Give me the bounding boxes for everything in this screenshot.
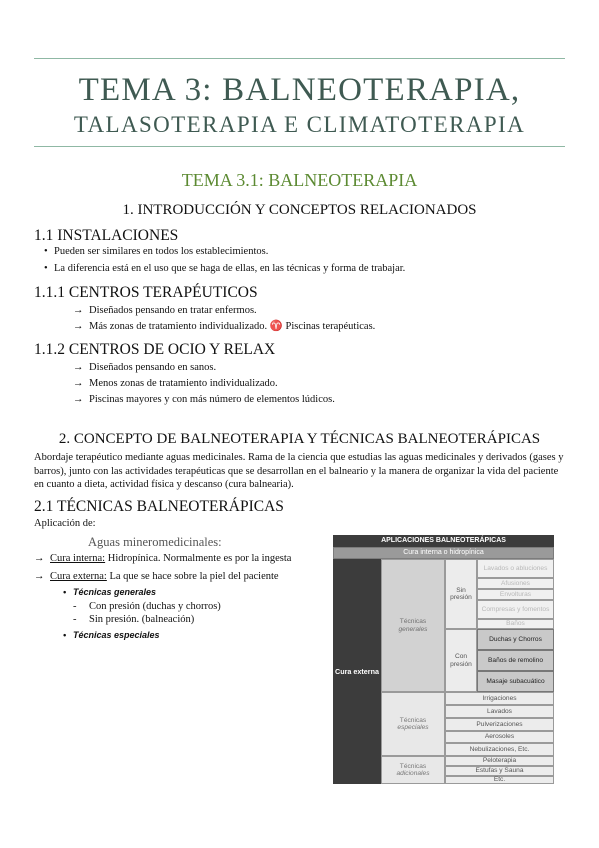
page-title: TEMA 3: BALNEOTERAPIA, xyxy=(78,72,521,108)
arrow-icon: → xyxy=(73,305,84,316)
arrow-icon: → xyxy=(73,378,84,389)
arrow-icon: → xyxy=(34,571,45,582)
cell-label-emphasis: adicionales xyxy=(396,770,430,777)
table-cell: Peloterapia xyxy=(445,756,554,766)
subtitle: TEMA 3.1: BALNEOTERAPIA xyxy=(181,170,418,190)
list-item xyxy=(34,570,279,583)
list-item xyxy=(73,361,217,374)
aguas-heading: Aguas mineromedicinales: xyxy=(88,535,222,549)
page-title-line2: TALASOTERAPIA E CLIMATOTERAPIA xyxy=(73,112,526,137)
table-tecnicas-especiales xyxy=(381,692,445,756)
table-sin-presion: Sin presión xyxy=(445,559,477,629)
cura-externa-label: Cura externa: xyxy=(50,571,107,582)
list-item xyxy=(73,393,335,406)
list-item-text: Más zonas de tratamiento individualizado. ♈ Piscinas terapéuticas. xyxy=(89,321,376,332)
instalaciones-bullet: • Pueden ser similares en todos los establecimientos. xyxy=(54,245,268,258)
table-cell: Duchas y Chorros xyxy=(477,629,554,650)
arrow-icon: → xyxy=(34,553,45,564)
list-item xyxy=(73,600,221,613)
arrow-icon: → xyxy=(73,394,84,405)
table-cell: Pulverizaciones xyxy=(445,718,554,731)
instalaciones-bullet: • La diferencia está en el uso que se haga de ellas, en las técnicas y forma de trabajar. xyxy=(54,262,405,275)
table-cura-externa: Cura externa xyxy=(333,559,381,784)
table-cell: Afusiones xyxy=(477,578,554,589)
table-tecnicas-adicionales xyxy=(381,756,445,784)
list-item-text: Sin presión. (balneación) xyxy=(89,614,195,625)
table-cell: Etc. xyxy=(445,776,554,784)
table-cell: Lavados xyxy=(445,705,554,718)
cura-externa-text: La que se hace sobre la piel del paciente xyxy=(106,571,279,582)
title-underline xyxy=(34,146,565,147)
table-cell: Baños xyxy=(477,619,554,629)
cell-label: Técnicas xyxy=(399,716,427,724)
table-cura-interna: Cura interna o hidropínica xyxy=(333,547,554,559)
table-cell: Nebulizaciones, Etc. xyxy=(445,743,554,756)
list-item xyxy=(34,552,292,565)
top-rule xyxy=(34,58,565,59)
aplicacion-label: Aplicación de: xyxy=(34,518,96,529)
table-cell: Envolturas xyxy=(477,589,554,600)
table-cell: Aerosoles xyxy=(445,731,554,743)
centros-terapeuticos-heading: 1.1.1 CENTROS TERAPÉUTICOS xyxy=(34,284,258,301)
cell-label: Técnicas xyxy=(399,618,427,625)
list-item-text: Menos zonas de tratamiento individualizado. xyxy=(89,378,278,389)
dash: - xyxy=(73,601,77,612)
section2-paragraph: Abordaje terapéutico mediante aguas medicinales. Rama de la ciencia que estudias las aguas medicinales y derivados (gases y barros), junto con las actividades terapéuticas que se desarrollan en el balneario y la manera de organizar la vida del paciente en cuanto a dieta, actividad física y descanso (cura balnearia). xyxy=(34,452,564,491)
tecnicas-especiales-item: • Técnicas especiales xyxy=(73,629,160,642)
cura-interna-label: Cura interna: xyxy=(50,553,106,564)
table-con-presion: Con presión xyxy=(445,629,477,692)
section1-heading: 1. INTRODUCCIÓN Y CONCEPTOS RELACIONADOS xyxy=(122,202,477,218)
list-item xyxy=(73,613,195,626)
list-item-text: Diseñados pensando en tratar enfermos. xyxy=(89,305,257,316)
cell-label: Técnicas xyxy=(399,762,427,770)
cura-interna-text: Hidropínica. Normalmente es por la ingesta xyxy=(105,553,292,564)
table-cell: Baños de remolino xyxy=(477,650,554,671)
list-item-text: Con presión (duchas y chorros) xyxy=(89,601,221,612)
instalaciones-heading: 1.1 INSTALACIONES xyxy=(34,227,179,244)
table-cell: Masaje subacuático xyxy=(477,671,554,692)
list-item xyxy=(73,377,278,390)
section2-heading: 2. CONCEPTO DE BALNEOTERAPIA Y TÉCNICAS BALNEOTERÁPICAS xyxy=(58,431,541,447)
table-title: APLICACIONES BALNEOTERÁPICAS xyxy=(333,535,554,547)
table-cell: Lavados o abluciones xyxy=(477,559,554,578)
arrow-icon: → xyxy=(73,362,84,373)
tecnicas-heading: 2.1 TÉCNICAS BALNEOTERÁPICAS xyxy=(34,498,284,515)
aplicaciones-table xyxy=(333,535,554,784)
table-cell: Irrigaciones xyxy=(445,692,554,705)
dash: - xyxy=(73,614,77,625)
list-item-text: Diseñados pensando en sanos. xyxy=(89,362,217,373)
table-cell: Estufas y Sauna xyxy=(445,766,554,776)
list-item xyxy=(73,304,257,317)
list-item xyxy=(73,320,376,333)
cell-label-emphasis: generales xyxy=(398,625,428,633)
table-tecnicas-generales xyxy=(381,559,445,692)
cell-label-emphasis: especiales xyxy=(397,724,429,731)
arrow-icon: → xyxy=(73,321,84,332)
table-cell: Compresas y fomentos xyxy=(477,600,554,619)
tecnicas-generales-item: • Técnicas generales xyxy=(73,586,156,599)
centros-ocio-heading: 1.1.2 CENTROS DE OCIO Y RELAX xyxy=(34,341,276,358)
list-item-text: Piscinas mayores y con más número de elementos lúdicos. xyxy=(89,394,335,405)
